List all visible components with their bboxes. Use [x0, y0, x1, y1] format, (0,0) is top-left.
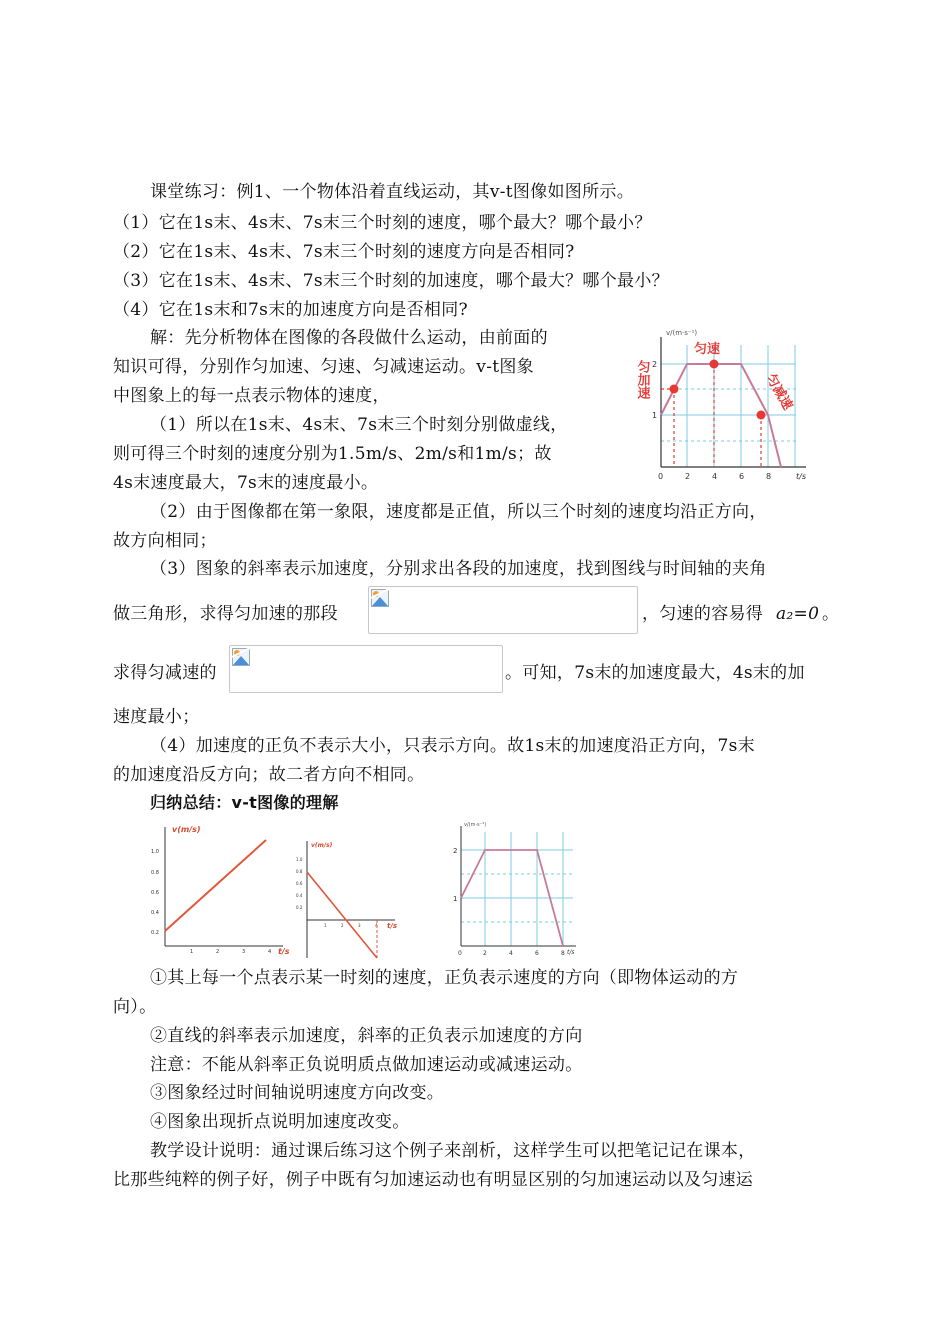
- x-tick: 3: [358, 923, 361, 928]
- y-axis-label: v(m/s): [311, 842, 333, 849]
- y-tick: 0.6: [296, 881, 303, 886]
- x-tick: 2: [216, 949, 220, 955]
- y-tick: 1: [652, 411, 658, 420]
- y-tick: 1.0: [151, 849, 159, 855]
- question-2: （2）它在1s末、4s末、7s末三个时刻的速度方向是否相同?: [113, 242, 575, 262]
- x-tick: 2: [341, 923, 344, 928]
- y-tick: 2: [652, 360, 658, 369]
- solution-line: 知识可得，分别作匀加速、匀速、匀减速运动。v-t图象: [113, 357, 534, 377]
- y-tick: 0.8: [151, 870, 159, 876]
- solution-line: （4）加速度的正负不表示大小，只表示方向。故1s末的加速度沿正方向，7s末: [150, 736, 755, 756]
- formula-image-placeholder: [229, 645, 503, 693]
- x-tick: 4: [268, 949, 272, 955]
- x-tick: 4: [509, 950, 513, 956]
- x-tick: 4: [712, 472, 718, 481]
- y-tick: 0.4: [296, 893, 303, 898]
- solution-line: 4s末速度最大，7s末的速度最小。: [113, 473, 379, 493]
- y-axis-label: v/(m·s⁻¹): [666, 329, 698, 337]
- solution-line: 。: [822, 604, 840, 624]
- solution-line: 做三角形，求得匀加速的那段: [113, 604, 338, 624]
- solution-line: （3）图象的斜率表示加速度，分别求出各段的加速度，找到图线与时间轴的夹角: [150, 559, 767, 579]
- vt-graph-increasing: [148, 822, 290, 960]
- point-7s: [757, 411, 766, 420]
- broken-image-icon: [232, 648, 250, 666]
- summary-note: 注意：不能从斜率正负说明质点做加速运动或减速运动。: [150, 1055, 583, 1075]
- vt-line: [165, 840, 266, 931]
- annotation-decelerate: 匀减速: [762, 371, 796, 413]
- x-axis-label: t/s: [796, 472, 806, 481]
- x-tick: 4: [375, 923, 378, 928]
- y-axis-label: v(m/s): [172, 825, 201, 834]
- solution-line: 的加速度沿反方向；故二者方向不相同。: [113, 765, 425, 785]
- x-tick: 1: [190, 949, 194, 955]
- vt-graph-trapezoid: [448, 818, 583, 956]
- broken-image-icon: [371, 589, 389, 607]
- solution-line: 则可得三个时刻的速度分别为1.5m/s、2m/s和1m/s；故: [113, 444, 552, 464]
- solution-line: 求得匀减速的: [113, 663, 217, 683]
- design-note: 教学设计说明：通过课后练习这个例子来剖析，这样学生可以把笔记记在课本，: [150, 1141, 756, 1161]
- x-tick: 0: [458, 950, 462, 956]
- x-tick: 8: [561, 950, 565, 956]
- solution-line: ，匀速的容易得: [642, 604, 764, 624]
- x-tick: 2: [483, 950, 487, 956]
- solution-line: 故方向相同；: [113, 531, 217, 551]
- x-tick: 0: [658, 472, 664, 481]
- question-3: （3）它在1s末、4s末、7s末三个时刻的加速度，哪个最大？哪个最小？: [113, 271, 669, 291]
- annotation-accelerate: 匀加速: [634, 360, 650, 399]
- formula-a2: a₂=0: [776, 604, 820, 624]
- grid: [461, 832, 573, 946]
- x-tick: 2: [685, 472, 691, 481]
- y-tick: 0.6: [151, 890, 159, 896]
- x-axis-label: t/s: [278, 947, 290, 956]
- summary-point: ①其上每一个点表示某一时刻的速度，正负表示速度的方向（即物体运动的方: [150, 968, 739, 988]
- x-tick: 6: [739, 472, 745, 481]
- x-tick: 3: [242, 949, 246, 955]
- question-4: （4）它在1s末和7s末的加速度方向是否相同?: [113, 300, 468, 320]
- point-1s: [670, 385, 679, 394]
- y-tick: 0.2: [296, 905, 303, 910]
- design-note: 比那些纯粹的例子好，例子中既有匀加速运动也有明显区别的匀加速运动以及匀速运: [113, 1170, 754, 1190]
- summary-point: 向）。: [113, 997, 157, 1017]
- x-tick: 8: [766, 472, 772, 481]
- x-tick: 6: [535, 950, 539, 956]
- summary-point: ④图象出现折点说明加速度改变。: [150, 1112, 410, 1132]
- summary-title: 归纳总结：v-t图像的理解: [150, 793, 339, 812]
- y-tick: 2: [453, 847, 458, 855]
- y-tick: 0.2: [151, 930, 159, 936]
- annotation-uniform: 匀速: [694, 342, 721, 357]
- solution-line: 。可知，7s末的加速度最大，4s末的加: [505, 663, 805, 683]
- question-1: （1）它在1s末、4s末、7s末三个时刻的速度，哪个最大？哪个最小？: [113, 213, 652, 233]
- x-axis-label: t/s: [387, 922, 398, 930]
- vt-graph-annotated: [626, 325, 816, 487]
- summary-point: ②直线的斜率表示加速度，斜率的正负表示加速度的方向: [150, 1026, 583, 1046]
- y-tick: 0.8: [296, 869, 303, 874]
- x-axis-label: t/s: [567, 949, 575, 956]
- y-tick: 0.4: [151, 910, 159, 916]
- solution-line: 解：先分析物体在图像的各段做什么运动，由前面的: [150, 328, 548, 348]
- vt-line: [307, 872, 377, 958]
- solution-line: 速度最小；: [113, 707, 200, 727]
- exercise-intro: 课堂练习：例1、一个物体沿着直线运动，其v-t图像如图所示。: [150, 182, 634, 202]
- y-tick: 1: [453, 895, 458, 903]
- x-tick: 1: [324, 923, 327, 928]
- summary-point: ③图象经过时间轴说明速度方向改变。: [150, 1083, 445, 1103]
- formula-image-placeholder: [368, 586, 638, 634]
- point-4s: [710, 360, 719, 369]
- y-axis-label: v/(m·s⁻¹): [464, 822, 487, 828]
- solution-line: 中图象上的每一点表示物体的速度，: [113, 386, 390, 406]
- solution-line: （2）由于图像都在第一象限，速度都是正值，所以三个时刻的速度均沿正方向，: [150, 502, 767, 522]
- solution-line: （1）所以在1s末、4s末、7s末三个时刻分别做虚线，: [150, 415, 568, 435]
- y-tick: 1.0: [296, 857, 303, 862]
- vt-graph-decreasing: [295, 838, 405, 963]
